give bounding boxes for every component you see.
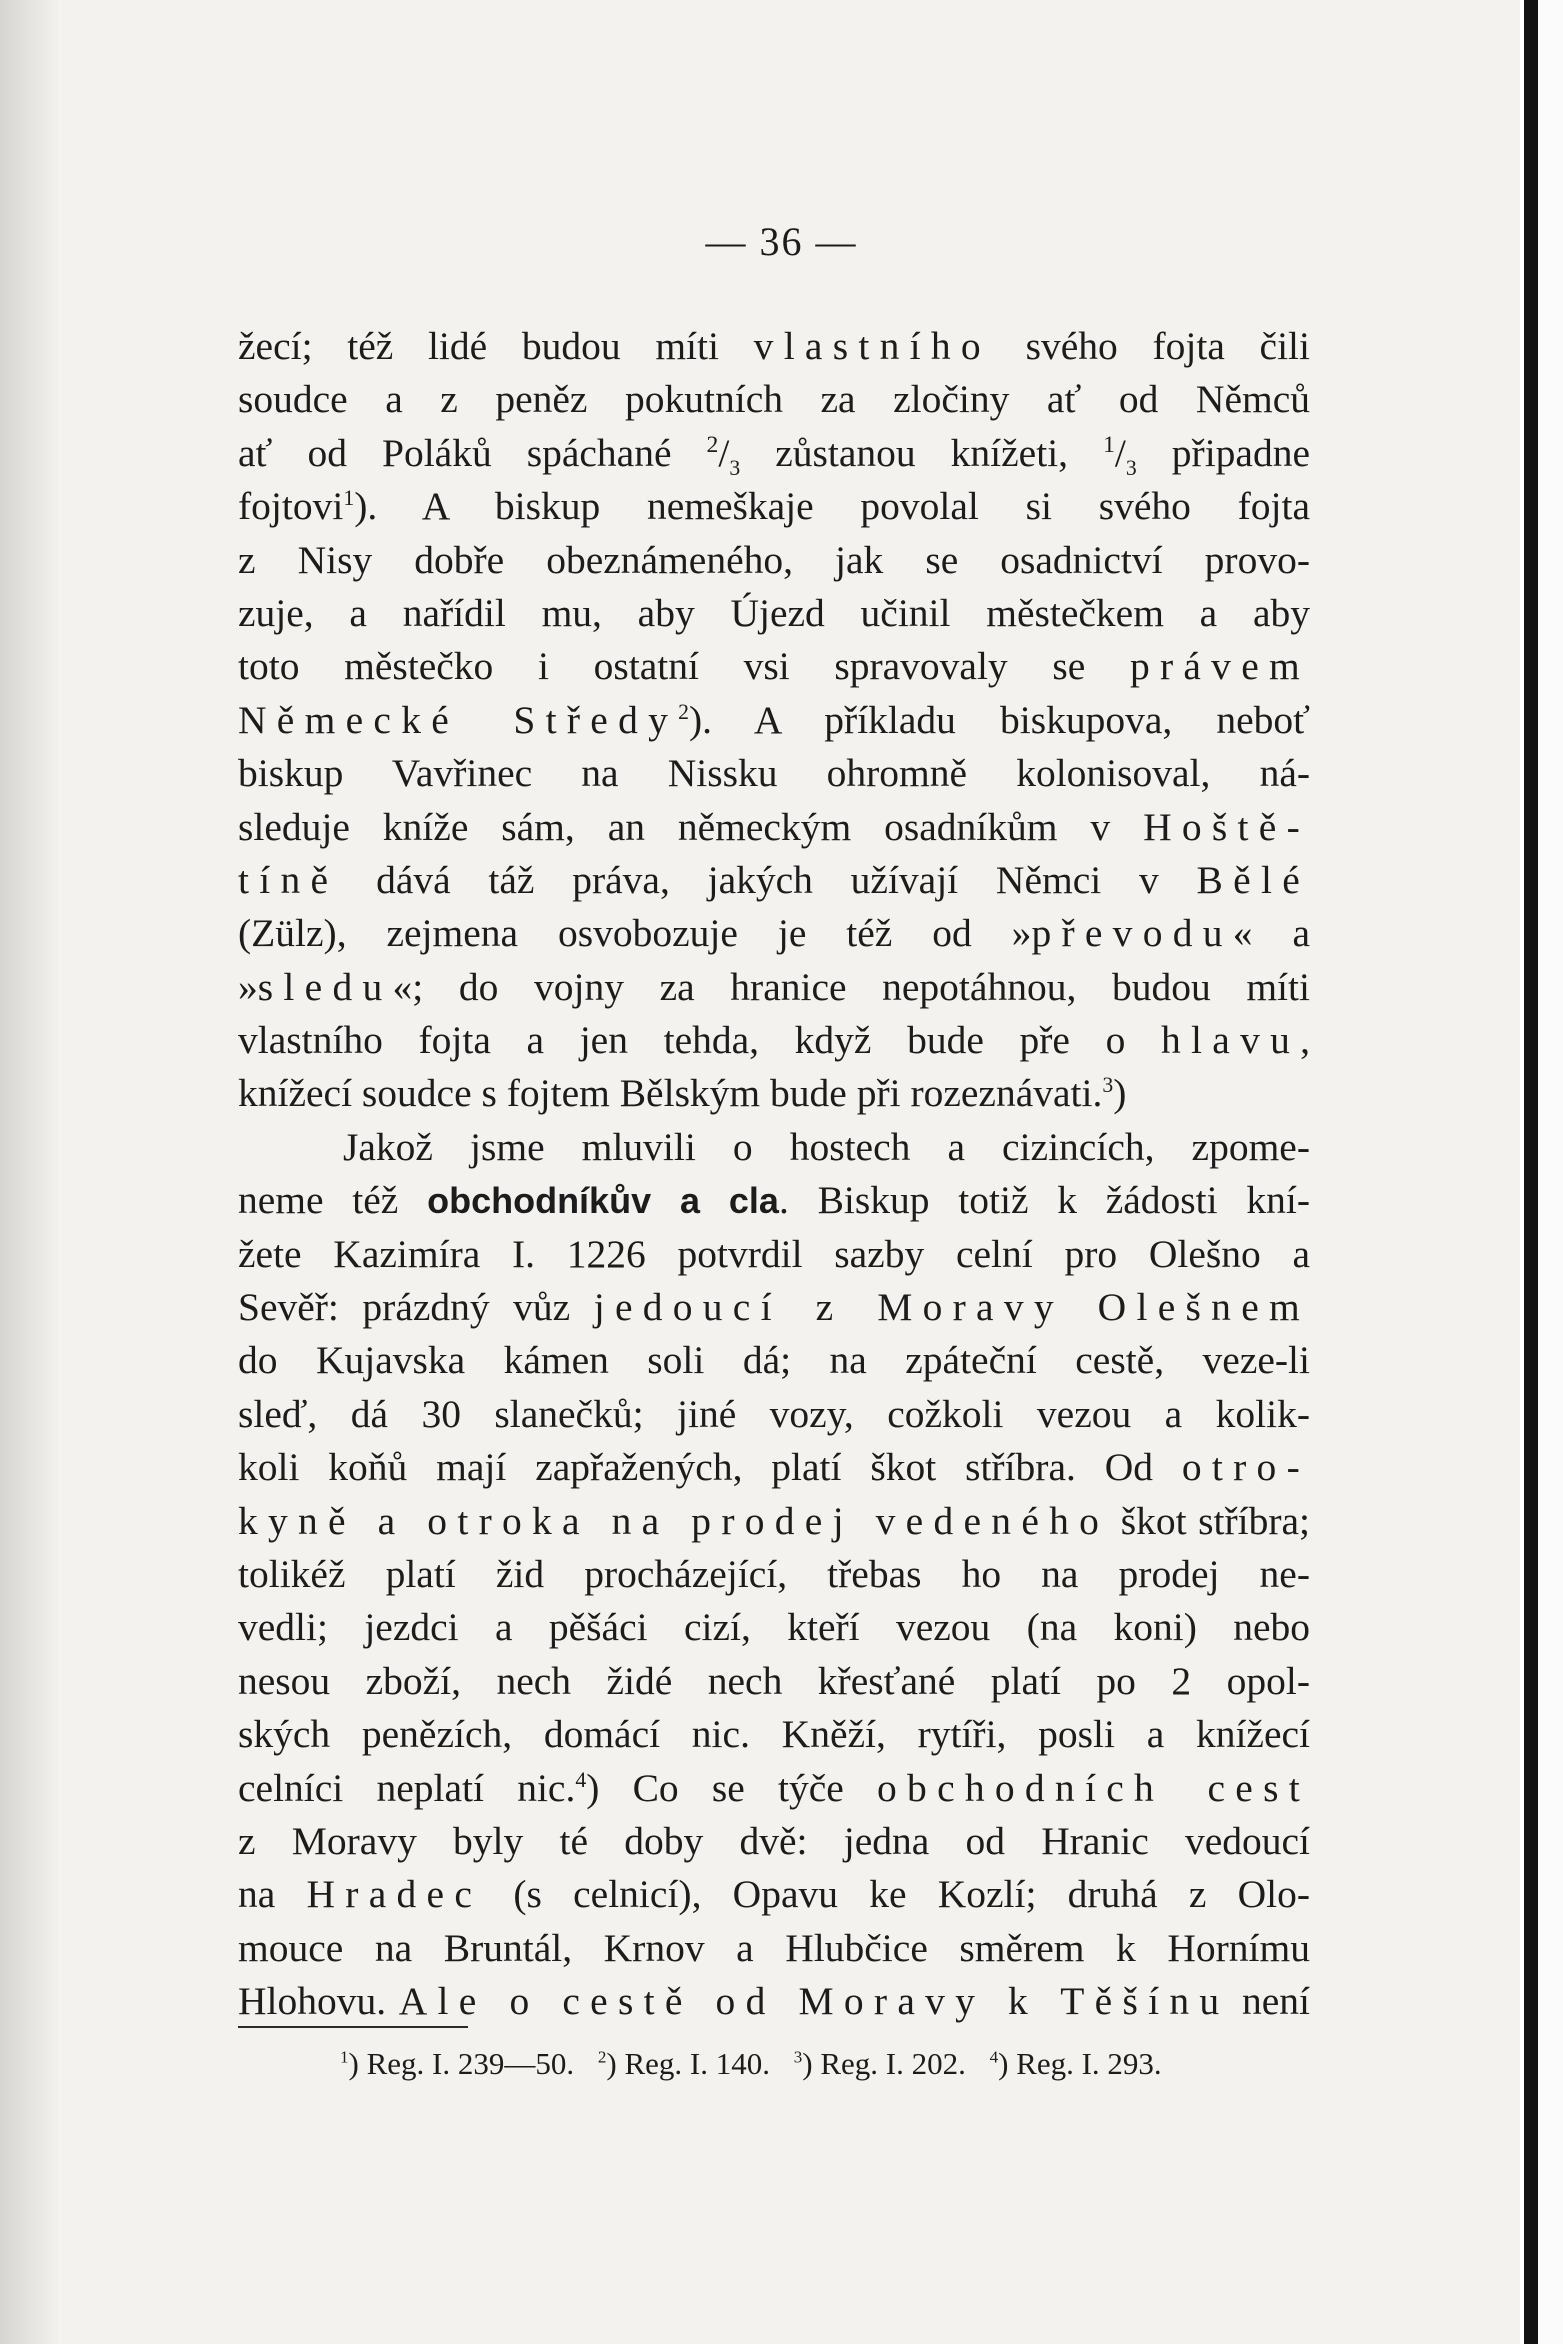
text-line: Hlohovu. Ale o cestě od Moravy k Těšínu není xyxy=(238,1979,1310,2024)
footnote-3: $^3$) Reg. I. 202. xyxy=(793,2046,966,2081)
page-edge-border xyxy=(1524,0,1538,2344)
footnote-1: $^1$) Reg. I. 239—50. xyxy=(340,2046,575,2081)
text-line: ských penězích, domácí nic. Kněží, rytíři, posli a knížecí xyxy=(238,1712,1310,1757)
text-line: nesou zboží, nech židé nech křesťané platí po 2 opol- xyxy=(238,1658,1310,1703)
text-line: koli koňů mají zapřažených, platí škot stříbra. Od otro- xyxy=(238,1445,1310,1490)
text-line: fojtovi$^1$). A biskup nemeškaje povolal si svého fojta xyxy=(238,484,1310,529)
text-line: »sledu«; do vojny za hranice nepotáhnou, budou míti xyxy=(238,964,1310,1009)
text-line: sleduje kníže sám, an německým osadníkům v Hoště- xyxy=(238,804,1310,849)
text-line: vedli; jezdci a pěšáci cizí, kteří vezou (na koni) nebo xyxy=(238,1605,1310,1650)
text-line: zuje, a nařídil mu, aby Újezd učinil městečkem a aby xyxy=(238,590,1310,635)
text-line: Německé Středy$^2$). A příkladu biskupova, neboť xyxy=(238,697,1310,742)
text-line: vlastního fojta a jen tehda, když bude pře o hlavu, xyxy=(238,1018,1310,1063)
text-line: do Kujavska kámen soli dá; na zpáteční cestě, veze-li xyxy=(238,1338,1310,1383)
footnotes xyxy=(340,2046,1310,2082)
text-line: sleď, dá 30 slanečků; jiné vozy, cožkoli vezou a kolik- xyxy=(238,1391,1310,1436)
text-line: žete Kazimíra I. 1226 potvrdil sazby celní pro Olešno a xyxy=(238,1231,1310,1276)
body-text xyxy=(238,320,1310,2029)
text-line: tíně dává táž práva, jakých užívají Němci v Bělé xyxy=(238,857,1310,902)
text-line: na Hradec (s celnicí), Opavu ke Kozlí; druhá z Olo- xyxy=(238,1872,1310,1917)
text-line: žecí; též lidé budou míti vlastního svého fojta čili xyxy=(238,324,1310,368)
margin-band xyxy=(1538,0,1563,2344)
text-line: kyně a otroka na prodej vedeného škot stříbra; xyxy=(238,1498,1311,1543)
text-line: ať od Poláků spáchané $^2/_3$ zůstanou knížeti, $^1/_3$ připadne xyxy=(238,430,1310,480)
footnote-4: $^4$) Reg. I. 293. xyxy=(989,2046,1162,2081)
text-line: mouce na Bruntál, Krnov a Hlubčice směrem k Hornímu xyxy=(238,1925,1310,1970)
text-line: z Nisy dobře obeznámeného, jak se osadnictví provo- xyxy=(238,537,1310,582)
footnote-divider xyxy=(238,2026,468,2028)
text-line: knížecí soudce s fojtem Bělským bude při rozeznávati.$^3$) xyxy=(238,1071,1127,1116)
page-number: — 36 — xyxy=(705,219,858,264)
text-line: neme též obchodníkův a cla. Biskup totiž k žádosti kní- xyxy=(238,1178,1310,1223)
text-line: soudce a z peněz pokutních za zločiny ať od Němců xyxy=(238,377,1310,422)
text-line: celníci neplatí nic.$^4$) Co se týče obchodních cest xyxy=(238,1765,1311,1810)
text-line: Jakož jsme mluvili o hostech a cizincích, zpome- xyxy=(343,1124,1310,1169)
footnote-2: $^2$) Reg. I. 140. xyxy=(597,2046,770,2081)
text-line: toto městečko i ostatní vsi spravovaly se právem xyxy=(238,644,1310,689)
text-line: z Moravy byly té doby dvě: jedna od Hranic vedoucí xyxy=(238,1818,1310,1863)
page-edge-shadow xyxy=(0,0,60,2344)
text-line: biskup Vavřinec na Nissku ohromně kolonisoval, ná- xyxy=(238,751,1310,796)
text-line: Sevěř: prázdný vůz jedoucí z Moravy Olešnem xyxy=(238,1285,1310,1330)
text-line: tolikéž platí žid procházející, třebas ho na prodej ne- xyxy=(238,1551,1310,1596)
text-line: (Zülz), zejmena osvobozuje je též od »převodu« a xyxy=(238,911,1310,956)
